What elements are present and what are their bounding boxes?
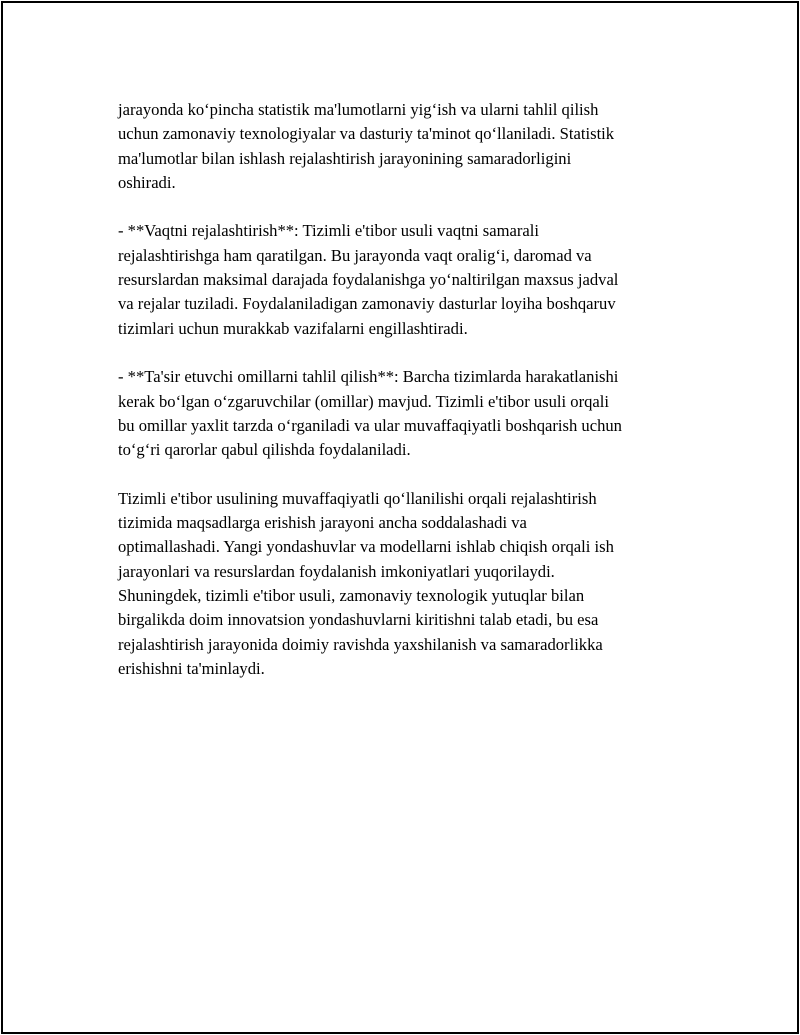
document-page — [1, 1, 799, 1034]
paragraph-conclusion: Tizimli e'tibor usulining muvaffaqiyatli qo‘llanilishi orqali rejalashtirish tizimida maqsadlarga erishish jarayoni ancha soddalashadi va optimallashadi. Yangi yondashuvlar va modellarni ishlab chiqish orqali ish jarayonlari va resurslardan foydalanish imkoniyatlari yuqorilaydi. Shuningdek, tizimli e'tibor usuli, zamonaviy texnologik yutuqlar bilan birgalikda doim innovatsion yondashuvlarni kiritishni talab etadi, bu esa rejalashtirish jarayonida doimiy ravishda yaxshilanish va samaradorlikka erishishni ta'minlaydi. — [118, 488, 614, 678]
paragraph-factor-analysis: - **Ta'sir etuvchi omillarni tahlil qilish**: Barcha tizimlarda harakatlanishi kerak bo‘lgan o‘zgaruvchilar (omillar) mavjud. Tizimli e'tibor usuli orqali bu omillar yaxlit tarzda o‘rganiladi va ular muvaffaqiyatli boshqarish uchun to‘g‘ri qarorlar qabul qilishda foydalaniladi. — [118, 367, 622, 460]
paragraph-time-planning: - **Vaqtni rejalashtirish**: Tizimli e'tibor usuli vaqtni samarali rejalashtirishga ham qaratilgan. Bu jarayonda vaqt oralig‘i, daromad va resurslardan maksimal darajada foydalanishga yo‘naltirilgan maxsus jadval va rejalar tuziladi. Foydalaniladigan zamonaviy dasturlar loyiha boshqaruv tizimlari uchun murakkab vazifalarni engillashtiradi. — [118, 221, 619, 338]
paragraph-statistics: jarayonda ko‘pincha statistik ma'lumotlarni yig‘ish va ularni tahlil qilish uchun zamonaviy texnologiyalar va dasturiy ta'minot qo‘llaniladi. Statistik ma'lumotlar bilan ishlash rejalashtirish jarayonining samaradorligini oshiradi. — [118, 100, 615, 192]
document-body — [118, 98, 688, 705]
